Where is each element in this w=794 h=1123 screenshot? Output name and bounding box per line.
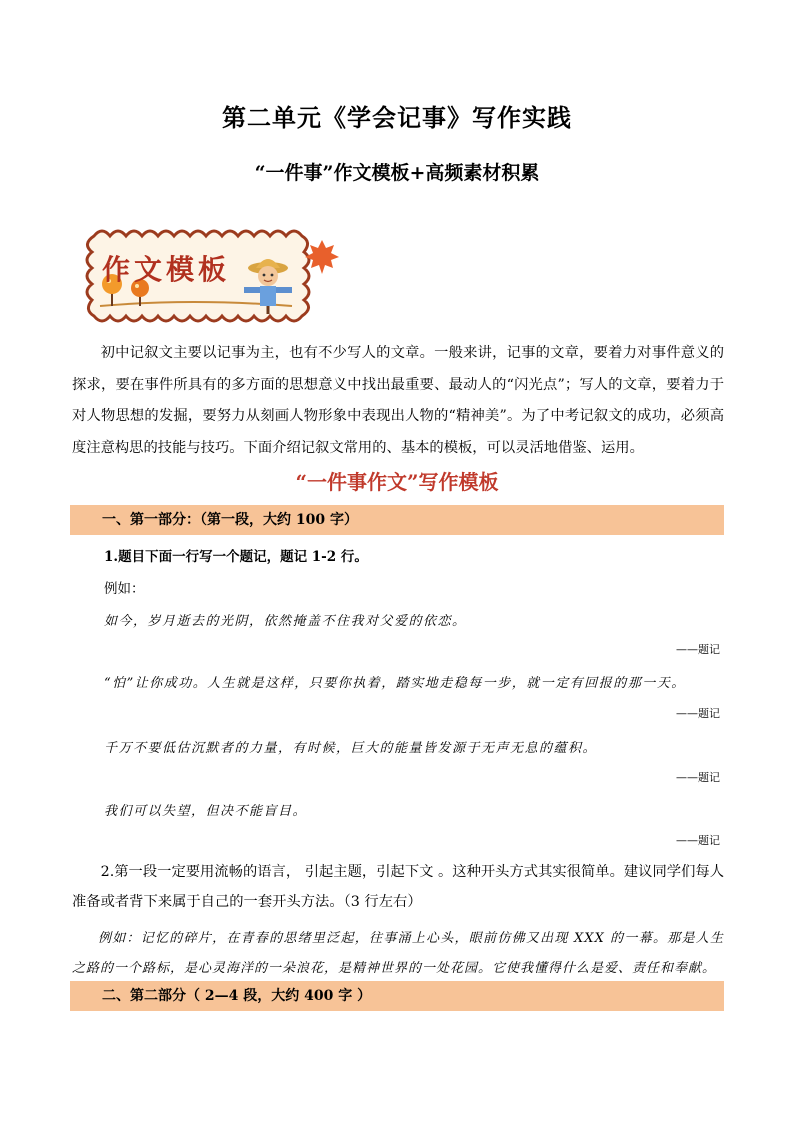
page-subtitle: “一件事”作文模板+高频素材积累 xyxy=(254,162,540,184)
example-credit-2: ——题记 xyxy=(676,707,720,720)
part1-point1: 1.题目下面一行写一个题记，题记 1-2 行。 xyxy=(104,549,368,565)
example-credit-3: ——题记 xyxy=(676,771,720,784)
part1-heading: 一、第一部分：（第一段，大约 100 字） xyxy=(70,505,724,535)
example-text-1: 如今，岁月逝去的光阴，依然掩盖不住我对父爱的依恋。 xyxy=(104,614,467,629)
example-credit-1: ——题记 xyxy=(676,643,720,656)
part1-example2: 例如：记忆的碎片，在青春的思绪里泛起，往事涌上心头，眼前仿佛又出现 XXX 的一幕。那是人生之路的一个路标，是心灵海洋的一朵浪花，是精神世界的一处花园。它使我懂得什么是爱、责任和奉献。 xyxy=(72,931,724,976)
part2-heading: 二、第二部分（ 2—4 段，大约 400 字 ） xyxy=(70,981,724,1011)
example-label: 例如： xyxy=(104,581,145,597)
example-text-2: “怕”让你成功。人生就是这样，只要你执着，踏实地走稳每一步，就一定有回报的那一天。 xyxy=(104,676,686,691)
example-credit-4: ——题记 xyxy=(676,834,720,847)
part1-point2: 2.第一段一定要用流畅的语言， 引起主题，引起下文 。这种开头方式其实很简单。建议同学们每人准备或者背下来属于自己的一套开头方法。（3 行左右） xyxy=(72,864,724,910)
example-text-4: 我们可以失望，但决不能盲目。 xyxy=(104,804,308,819)
template-badge xyxy=(72,214,342,324)
badge-label: 作文模板 xyxy=(102,253,231,286)
page-title: 第二单元《学会记事》写作实践 xyxy=(222,103,572,132)
example-text-3: 千万不要低估沉默者的力量，有时候，巨大的能量皆发源于无声无息的蕴积。 xyxy=(104,741,598,756)
section-title: “一件事作文”写作模板 xyxy=(295,470,499,494)
intro-paragraph: 初中记叙文主要以记事为主，也有不少写人的文章。一般来讲，记事的文章，要着力对事件意义的探求，要在事件所具有的多方面的思想意义中找出最重要、最动人的“闪光点”；写人的文章，要着力于对人物思想的发掘，要努力从刻画人物形象中表现出人物的“精神美”。为了中考记叙文的成功，必须高度注意构思的技能与技巧。下面介绍记叙文常用的、基本的模板，可以灵活地借鉴、运用。 xyxy=(72,345,724,456)
